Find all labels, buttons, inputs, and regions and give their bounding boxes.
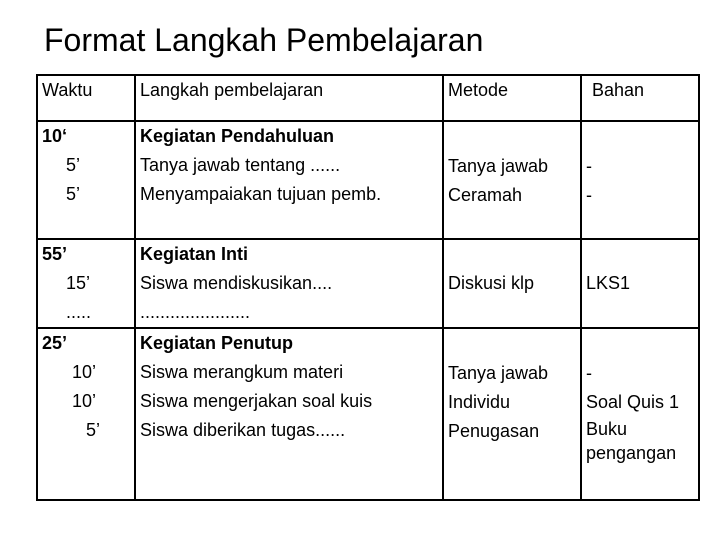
waktu-total: 10‘ [42,126,68,146]
metode-cell [443,239,581,328]
lesson-steps-table [36,74,700,501]
metode-item: Tanya jawab [448,363,549,383]
langkah-cell [135,121,443,239]
bahan-item: - [586,363,592,383]
section-heading: Kegiatan Inti [140,244,249,264]
bahan-cell [581,239,699,328]
waktu-item: 15’ [66,273,91,293]
waktu-item: ..... [66,302,92,322]
metode-item: Ceramah [448,185,523,205]
bahan-item: Soal Quis 1 [586,392,680,412]
waktu-cell [37,121,135,239]
header-metode: Metode [443,75,581,121]
metode-cell [443,121,581,239]
waktu-item: 5’ [66,184,81,204]
table-header-row [37,75,699,121]
langkah-cell [135,328,443,500]
metode-cell [443,328,581,500]
langkah-item: Siswa merangkum materi [140,362,344,382]
waktu-total: 55’ [42,244,68,264]
header-langkah: Langkah pembelajaran [135,75,443,121]
waktu-total: 25’ [42,333,68,353]
page-title: Format Langkah Pembelajaran [44,22,484,58]
bahan-cell [581,328,699,500]
section-heading: Kegiatan Pendahuluan [140,126,335,146]
table-row [37,239,699,328]
metode-item: Penugasan [448,421,540,441]
waktu-item: 10’ [72,391,97,411]
waktu-cell [37,239,135,328]
langkah-item: Siswa diberikan tugas...... [140,420,346,440]
metode-item: Diskusi klp [448,273,535,293]
metode-item: Individu [448,392,511,412]
waktu-cell [37,328,135,500]
langkah-cell [135,239,443,328]
bahan-cell [581,121,699,239]
metode-item: Tanya jawab [448,156,549,176]
langkah-item: Siswa mengerjakan soal kuis [140,391,373,411]
waktu-item: 5’ [66,155,81,175]
header-bahan: Bahan [581,75,699,121]
section-heading: Kegiatan Penutup [140,333,294,353]
bahan-item: LKS1 [586,273,631,293]
table-row [37,328,699,500]
header-waktu: Waktu [37,75,135,121]
waktu-item: 10’ [72,362,97,382]
table-row [37,121,699,239]
langkah-item: ...................... [140,302,251,322]
langkah-item: Menyampaiakan tujuan pemb. [140,184,382,204]
langkah-item: Tanya jawab tentang ...... [140,155,341,175]
bahan-item: - [586,185,592,205]
waktu-item: 5’ [86,420,101,440]
bahan-item: - [586,156,592,176]
bahan-item: Buku pengangan [586,419,677,463]
langkah-item: Siswa mendiskusikan.... [140,273,333,293]
